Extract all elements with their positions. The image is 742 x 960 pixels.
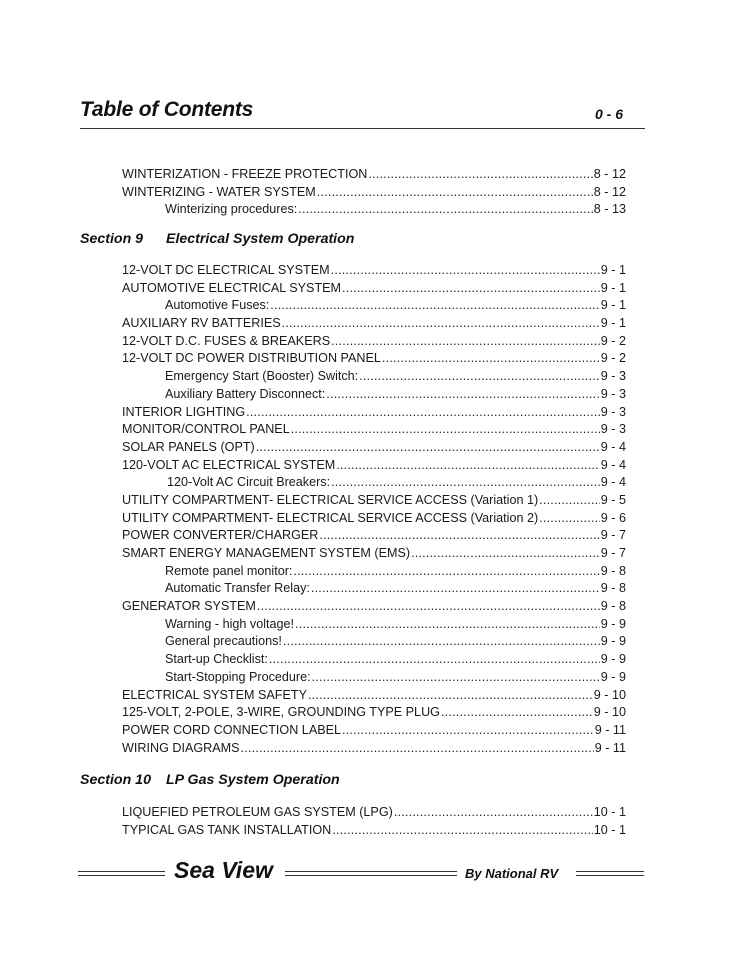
section-10-heading[interactable] — [80, 772, 340, 788]
toc-entry-page: 9 - 4 — [600, 475, 626, 490]
toc-subentry[interactable] — [80, 297, 626, 315]
dot-leader — [256, 439, 600, 457]
footer-double-rule — [576, 871, 644, 876]
toc-subentry[interactable] — [80, 651, 626, 669]
dot-leader — [326, 386, 600, 404]
toc-entry-label: WINTERIZATION - FREEZE PROTECTION — [122, 167, 368, 181]
dot-leader — [368, 166, 592, 184]
toc-entry-label: Winterizing procedures: — [165, 202, 298, 217]
toc-entry-label: Start-up Checklist: — [165, 652, 268, 667]
toc-entry-page: 10 - 1 — [593, 822, 626, 837]
toc-entry-page: 9 - 8 — [600, 581, 626, 596]
dot-leader — [331, 262, 600, 280]
dot-leader — [441, 704, 593, 722]
toc-entry-page: 9 - 9 — [600, 669, 626, 684]
dot-leader — [342, 722, 594, 740]
toc-entry-label: Automotive Fuses: — [165, 298, 270, 313]
toc-entry[interactable] — [80, 421, 626, 439]
toc-entry-page: 8 - 12 — [593, 184, 626, 199]
toc-entry[interactable] — [80, 350, 626, 368]
toc-entry-page: 9 - 2 — [600, 333, 626, 348]
toc-entry[interactable] — [80, 545, 626, 563]
section-number: Section 10 — [80, 772, 151, 788]
toc-entry-page: 8 - 12 — [593, 167, 626, 181]
page-header — [80, 98, 645, 129]
dot-leader — [382, 350, 600, 368]
dot-leader — [311, 580, 600, 598]
toc-entry-label: Remote panel monitor: — [165, 563, 293, 578]
toc-entry[interactable] — [80, 527, 626, 545]
toc-entry-label: INTERIOR LIGHTING — [122, 404, 246, 419]
footer-double-rule — [285, 871, 457, 876]
toc-entry-page: 9 - 1 — [600, 316, 626, 331]
toc-entry-page: 9 - 11 — [594, 722, 626, 737]
toc-entry[interactable] — [80, 822, 626, 840]
section-9-heading[interactable] — [80, 231, 354, 247]
toc-entry-page: 9 - 6 — [600, 510, 626, 525]
toc-entry-label: UTILITY COMPARTMENT- ELECTRICAL SERVICE ACCESS (Variation 1) — [122, 492, 539, 507]
toc-entry-page: 9 - 2 — [600, 351, 626, 366]
toc-subentry[interactable] — [80, 368, 626, 386]
toc-entry[interactable] — [80, 804, 626, 822]
dot-leader — [331, 333, 600, 351]
toc-entry-page: 9 - 1 — [600, 298, 626, 313]
dot-leader — [295, 616, 600, 634]
toc-entry[interactable] — [80, 510, 626, 528]
toc-entry-label: Warning - high voltage! — [165, 616, 295, 631]
toc-entry[interactable] — [80, 439, 626, 457]
toc-entry-label: Automatic Transfer Relay: — [165, 581, 310, 596]
toc-entry-page: 9 - 4 — [600, 439, 626, 454]
footer-brand: Sea View — [174, 857, 273, 883]
dot-leader — [359, 368, 600, 386]
dot-leader — [283, 633, 600, 651]
toc-entry-label: SOLAR PANELS (OPT) — [122, 439, 255, 454]
toc-entry-label: General precautions! — [165, 634, 282, 649]
toc-entry-label: POWER CONVERTER/CHARGER — [122, 528, 319, 543]
dot-leader — [332, 822, 593, 840]
toc-entry[interactable] — [80, 333, 626, 351]
toc-entry-page: 9 - 3 — [600, 369, 626, 384]
toc-entry[interactable] — [80, 598, 626, 616]
section-10-entries — [80, 804, 626, 839]
toc-entry-page: 9 - 7 — [600, 546, 626, 560]
page-title: Table of Contents — [80, 98, 254, 121]
toc-entry[interactable] — [80, 262, 626, 280]
footer-double-rule — [78, 871, 165, 876]
toc-entry-page: 9 - 11 — [594, 740, 626, 755]
toc-subentry[interactable] — [80, 616, 626, 634]
toc-entry-label: AUXILIARY RV BATTERIES — [122, 316, 281, 331]
dot-leader — [257, 598, 600, 616]
toc-subentry[interactable] — [80, 386, 626, 404]
toc-entry-page: 9 - 1 — [600, 280, 626, 295]
toc-subentry[interactable] — [80, 633, 626, 651]
toc-entry-label: WIRING DIAGRAMS — [122, 740, 240, 755]
toc-entry-page: 9 - 1 — [600, 263, 626, 277]
toc-entry[interactable] — [80, 315, 626, 333]
toc-entry-page: 9 - 9 — [600, 616, 626, 631]
dot-leader — [411, 545, 600, 563]
toc-entry-label: 120-Volt AC Circuit Breakers: — [167, 475, 331, 490]
toc-entry-label: UTILITY COMPARTMENT- ELECTRICAL SERVICE ACCESS (Variation 2) — [122, 510, 539, 525]
toc-entry-page: 9 - 4 — [600, 457, 626, 472]
toc-entry[interactable] — [80, 687, 626, 705]
toc-entry-page: 9 - 3 — [600, 422, 626, 437]
dot-leader — [394, 804, 593, 822]
toc-entry[interactable] — [80, 280, 626, 298]
dot-leader — [319, 527, 599, 545]
dot-leader — [270, 297, 600, 315]
toc-entry[interactable] — [80, 184, 626, 202]
toc-entry[interactable] — [80, 404, 626, 422]
toc-entry-page: 9 - 3 — [600, 404, 626, 419]
toc-subentry[interactable] — [80, 474, 626, 492]
toc-entry-label: WINTERIZING - WATER SYSTEM — [122, 184, 316, 199]
dot-leader — [282, 315, 600, 333]
toc-subentry[interactable] — [80, 563, 626, 581]
toc-entry-page: 9 - 3 — [600, 386, 626, 401]
toc-entry-label: 120-VOLT AC ELECTRICAL SYSTEM — [122, 457, 336, 472]
dot-leader — [331, 474, 600, 492]
toc-entry-label: GENERATOR SYSTEM — [122, 599, 256, 614]
toc-entry[interactable] — [80, 740, 626, 758]
toc-entry-label: 12-VOLT D.C. FUSES & BREAKERS — [122, 333, 331, 348]
toc-entry[interactable] — [80, 457, 626, 475]
section-number: Section 9 — [80, 231, 144, 247]
toc-entry-label: Start-Stopping Procedure: — [165, 669, 311, 684]
toc-entry-label: Emergency Start (Booster) Switch: — [165, 369, 359, 384]
toc-continued-entries — [80, 166, 626, 219]
toc-subentry[interactable] — [80, 669, 626, 687]
dot-leader — [308, 687, 593, 705]
dot-leader — [241, 740, 594, 758]
toc-subentry[interactable] — [80, 201, 626, 219]
dot-leader — [342, 280, 600, 298]
toc-entry[interactable] — [80, 492, 626, 510]
toc-entry-label: AUTOMOTIVE ELECTRICAL SYSTEM — [122, 280, 342, 295]
toc-entry-page: 9 - 10 — [593, 687, 626, 702]
toc-entry-label: ELECTRICAL SYSTEM SAFETY — [122, 687, 307, 702]
dot-leader — [539, 510, 600, 528]
toc-entry-label: 125-VOLT, 2-POLE, 3-WIRE, GROUNDING TYPE PLUG — [122, 705, 440, 720]
dot-leader — [317, 184, 593, 202]
toc-entry[interactable] — [80, 704, 626, 722]
toc-entry-label: 12-VOLT DC POWER DISTRIBUTION PANEL — [122, 351, 381, 366]
toc-entry-label: Auxiliary Battery Disconnect: — [165, 386, 326, 401]
toc-entry-page: 9 - 9 — [600, 652, 626, 667]
footer-maker: By National RV — [465, 866, 559, 881]
toc-entry-page: 9 - 10 — [593, 705, 626, 720]
toc-entry-label: TYPICAL GAS TANK INSTALLATION — [122, 822, 332, 837]
toc-entry-page: 8 - 13 — [593, 202, 626, 217]
toc-subentry[interactable] — [80, 580, 626, 598]
toc-entry-page: 9 - 8 — [600, 563, 626, 578]
dot-leader — [269, 651, 600, 669]
page-footer — [78, 855, 644, 891]
section-title: Electrical System Operation — [166, 231, 355, 247]
dot-leader — [246, 404, 600, 422]
toc-entry[interactable] — [80, 166, 626, 184]
toc-entry-label: POWER CORD CONNECTION LABEL — [122, 722, 342, 737]
toc-entry-page: 9 - 9 — [600, 634, 626, 649]
dot-leader — [293, 563, 599, 581]
toc-entry[interactable] — [80, 722, 626, 740]
toc-entry-label: 12-VOLT DC ELECTRICAL SYSTEM — [122, 263, 330, 277]
dot-leader — [336, 457, 600, 475]
dot-leader — [539, 492, 600, 510]
dot-leader — [312, 669, 600, 687]
toc-entry-label: MONITOR/CONTROL PANEL — [122, 422, 290, 437]
section-9-entries — [80, 262, 626, 757]
toc-entry-page: 10 - 1 — [593, 805, 626, 819]
toc-entry-page: 9 - 7 — [600, 528, 626, 543]
section-title: LP Gas System Operation — [166, 772, 340, 788]
toc-entry-page: 9 - 5 — [600, 492, 626, 507]
toc-entry-label: SMART ENERGY MANAGEMENT SYSTEM (EMS) — [122, 546, 411, 560]
toc-entry-label: LIQUEFIED PETROLEUM GAS SYSTEM (LPG) — [122, 805, 393, 819]
page-number: 0 - 6 — [594, 106, 623, 122]
dot-leader — [298, 201, 592, 219]
toc-entry-page: 9 - 8 — [600, 599, 626, 614]
dot-leader — [291, 421, 600, 439]
